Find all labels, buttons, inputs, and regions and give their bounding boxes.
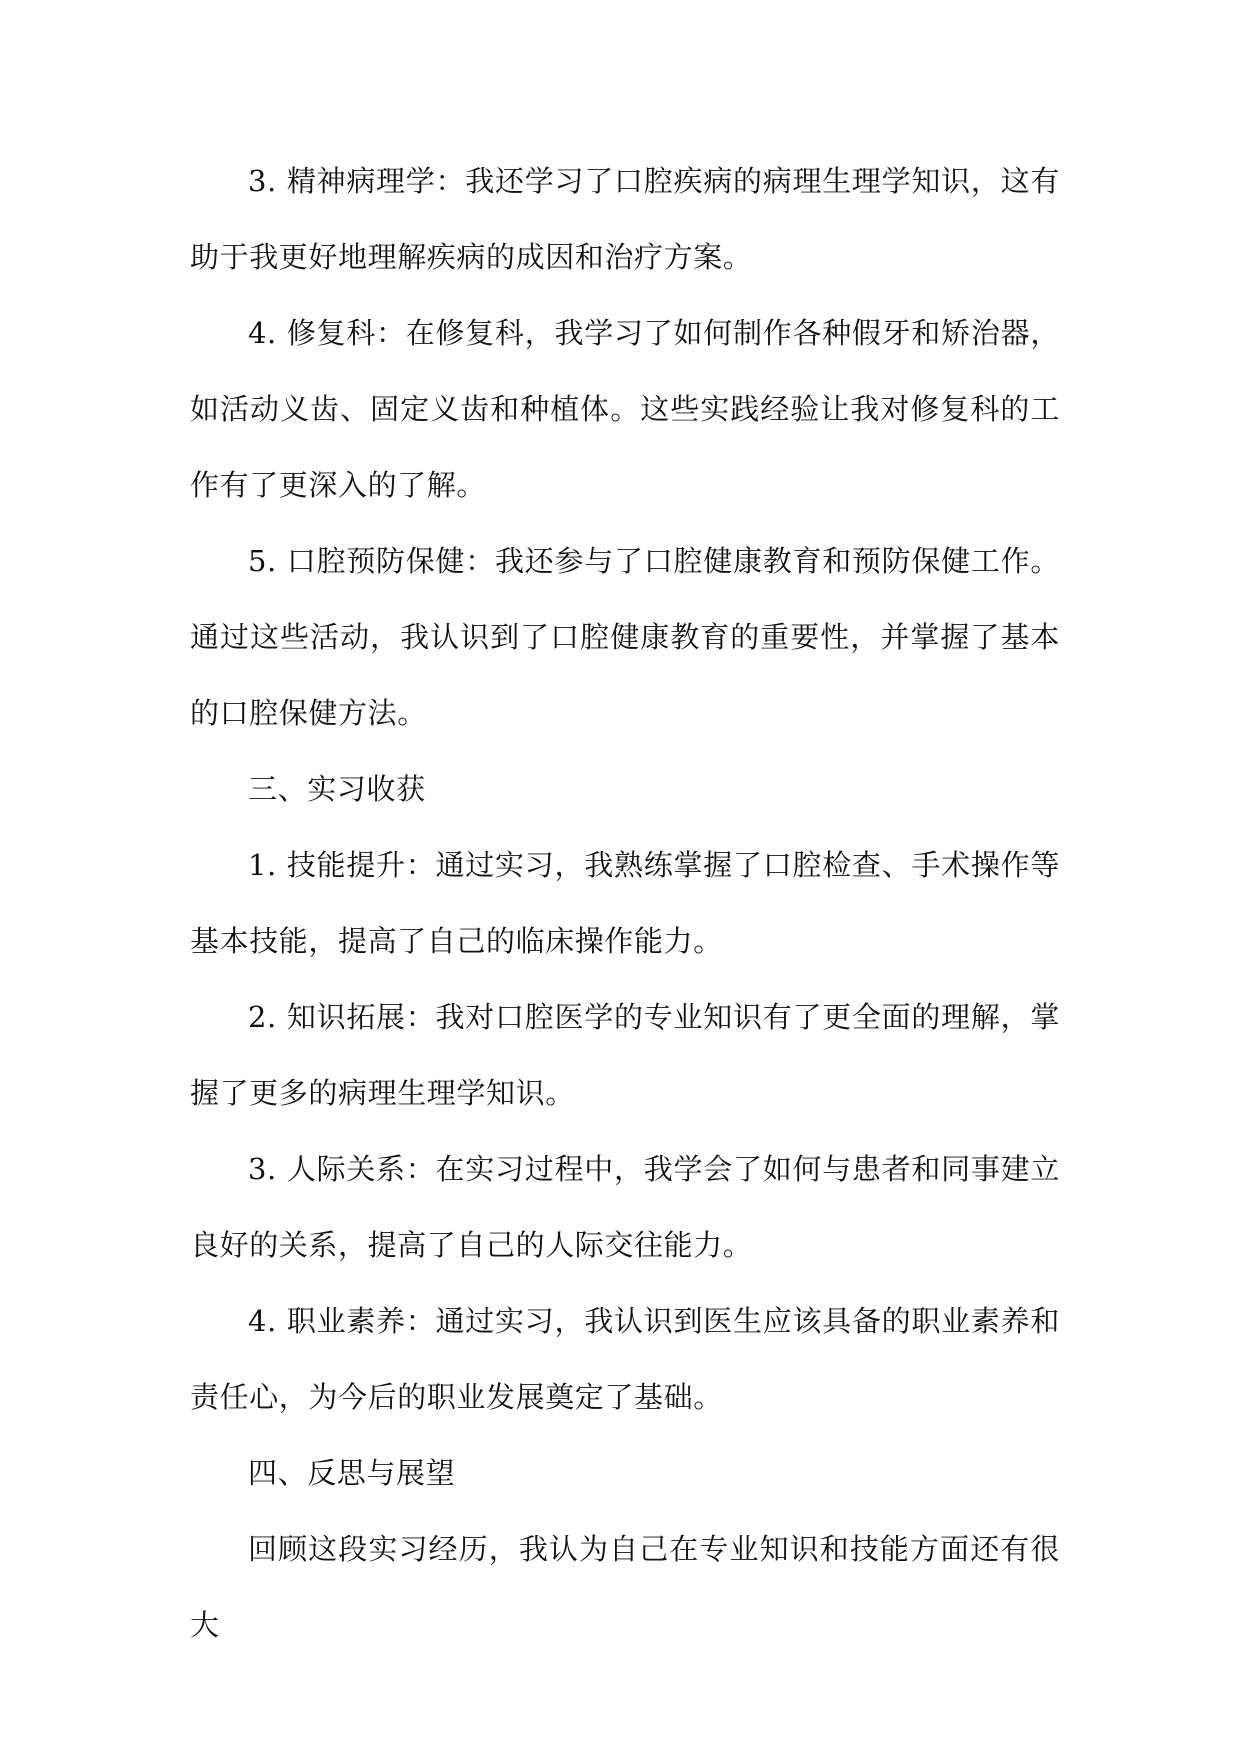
paragraph-professionalism: 4. 职业素养：通过实习，我认识到医生应该具备的职业素养和责任心，为今后的职业发展奠定了基础。 bbox=[190, 1304, 1060, 1414]
paragraph-knowledge-expansion: 2. 知识拓展：我对口腔医学的专业知识有了更全面的理解，掌握了更多的病理生理学知识。 bbox=[190, 1000, 1060, 1110]
section-heading-gains: 三、实习收获 bbox=[248, 772, 426, 806]
paragraph-oral-prevention: 5. 口腔预防保健：我还参与了口腔健康教育和预防保健工作。通过这些活动，我认识到了口腔健康教育的重要性，并掌握了基本的口腔保健方法。 bbox=[190, 544, 1060, 730]
paragraph-interpersonal: 3. 人际关系：在实习过程中，我学会了如何与患者和同事建立良好的关系，提高了自己的人际交往能力。 bbox=[190, 1152, 1060, 1262]
paragraph-reflection-start: 回顾这段实习经历，我认为自己在专业知识和技能方面还有很大 bbox=[190, 1532, 1060, 1642]
paragraph-psychopathology: 3. 精神病理学：我还学习了口腔疾病的病理生理学知识，这有助于我更好地理解疾病的成因和治疗方案。 bbox=[190, 164, 1060, 274]
document-body bbox=[190, 143, 1060, 1663]
paragraph-skill-improvement: 1. 技能提升：通过实习，我熟练掌握了口腔检查、手术操作等基本技能，提高了自己的临床操作能力。 bbox=[190, 848, 1060, 958]
section-heading-reflection: 四、反思与展望 bbox=[248, 1456, 456, 1490]
paragraph-prosthodontics: 4. 修复科：在修复科，我学习了如何制作各种假牙和矫治器，如活动义齿、固定义齿和种植体。这些实践经验让我对修复科的工作有了更深入的了解。 bbox=[190, 316, 1060, 502]
